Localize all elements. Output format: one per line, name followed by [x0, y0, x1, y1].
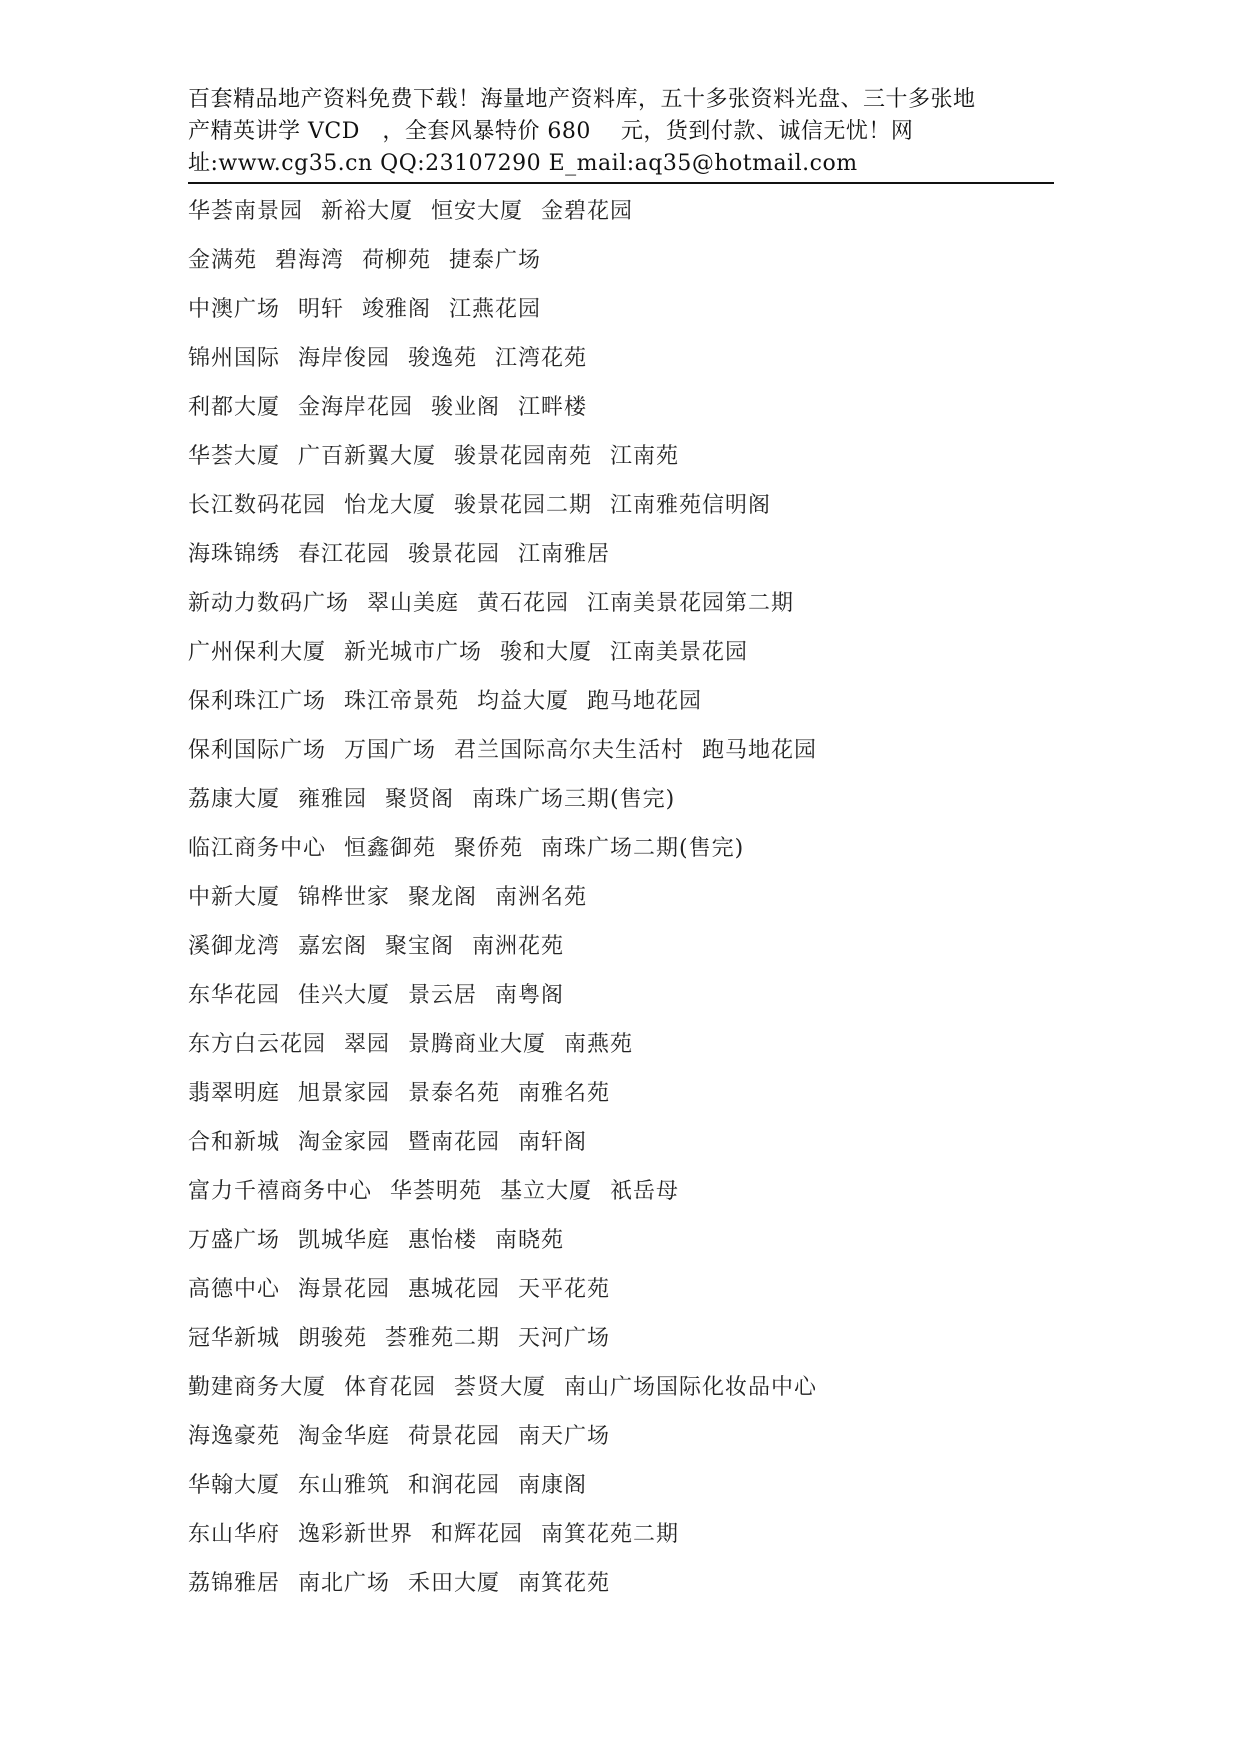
property-name: 冠华新城	[188, 1326, 281, 1351]
list-row	[188, 388, 1054, 437]
list-row	[188, 1417, 1054, 1466]
property-name: 江南雅苑信明阁	[610, 493, 772, 518]
list-row	[188, 829, 1054, 878]
property-name: 荷景花园	[408, 1424, 501, 1449]
property-name: 新裕大厦	[321, 199, 414, 224]
property-name: 翠山美庭	[367, 591, 460, 616]
property-name: 景云居	[408, 983, 478, 1008]
property-name: 怡龙大厦	[344, 493, 437, 518]
property-name: 荟雅苑二期	[385, 1326, 501, 1351]
property-name: 华荟大厦	[188, 444, 281, 469]
property-name: 骏和大厦	[500, 640, 593, 665]
property-name: 南燕苑	[564, 1032, 634, 1057]
property-name: 金海岸花园	[298, 395, 414, 420]
property-name: 长江数码花园	[188, 493, 327, 518]
property-name: 跑马地花园	[702, 738, 818, 763]
property-name: 江南雅居	[518, 542, 611, 567]
property-name: 广州保利大厦	[188, 640, 327, 665]
property-name: 南珠广场三期(售完)	[472, 787, 676, 812]
property-name: 旭景家园	[298, 1081, 391, 1106]
list-row	[188, 682, 1054, 731]
property-name: 金碧花园	[541, 199, 634, 224]
property-name: 淘金家园	[298, 1130, 391, 1155]
property-name: 南晓苑	[495, 1228, 565, 1253]
list-row	[188, 927, 1054, 976]
property-name: 南洲花苑	[472, 934, 565, 959]
list-row	[188, 437, 1054, 486]
property-name: 南箕花苑	[518, 1571, 611, 1596]
property-name: 华荟南景园	[188, 199, 304, 224]
property-name: 海景花园	[298, 1277, 391, 1302]
list-row	[188, 878, 1054, 927]
property-name: 锦桦世家	[298, 885, 391, 910]
property-name: 和润花园	[408, 1473, 501, 1498]
property-name: 骏逸苑	[408, 346, 478, 371]
property-name: 聚龙阁	[408, 885, 478, 910]
property-name: 合和新城	[188, 1130, 281, 1155]
list-row	[188, 241, 1054, 290]
property-name: 君兰国际高尔夫生活村	[454, 738, 685, 763]
property-name: 金满苑	[188, 248, 258, 273]
list-row	[188, 731, 1054, 780]
property-name: 江南美景花园第二期	[587, 591, 795, 616]
property-name: 南粤阁	[495, 983, 565, 1008]
property-name: 景腾商业大厦	[408, 1032, 547, 1057]
property-name: 逸彩新世界	[298, 1522, 414, 1547]
property-name: 新光城市广场	[344, 640, 483, 665]
property-name: 体育花园	[344, 1375, 437, 1400]
property-name: 万盛广场	[188, 1228, 281, 1253]
property-name: 富力千禧商务中心	[188, 1179, 373, 1204]
list-row	[188, 1466, 1054, 1515]
property-name: 捷泰广场	[449, 248, 542, 273]
property-name: 天平花苑	[518, 1277, 611, 1302]
property-name: 勤建商务大厦	[188, 1375, 327, 1400]
property-name: 保利珠江广场	[188, 689, 327, 714]
property-name: 骏业阁	[431, 395, 501, 420]
property-name: 高德中心	[188, 1277, 281, 1302]
property-name: 广百新翼大厦	[298, 444, 437, 469]
property-name: 中新大厦	[188, 885, 281, 910]
list-row	[188, 192, 1054, 241]
property-name: 荔康大厦	[188, 787, 281, 812]
property-name: 南北广场	[298, 1571, 391, 1596]
property-name: 南珠广场二期(售完)	[541, 836, 745, 861]
property-name: 朗骏苑	[298, 1326, 368, 1351]
property-name: 海珠锦绣	[188, 542, 281, 567]
property-name: 聚宝阁	[385, 934, 455, 959]
list-row	[188, 1172, 1054, 1221]
property-name: 春江花园	[298, 542, 391, 567]
property-name: 溪御龙湾	[188, 934, 281, 959]
list-row	[188, 633, 1054, 682]
property-name: 黄石花园	[477, 591, 570, 616]
header-line-3: 址:www.cg35.cn QQ:23107290 E_mail:aq35@hotmail.com	[188, 151, 858, 176]
property-name: 利都大厦	[188, 395, 281, 420]
list-row	[188, 1123, 1054, 1172]
list-row	[188, 1074, 1054, 1123]
property-name: 翡翠明庭	[188, 1081, 281, 1106]
property-name: 南康阁	[518, 1473, 588, 1498]
property-name: 江畔楼	[518, 395, 588, 420]
property-name: 江南美景花园	[610, 640, 749, 665]
property-name: 东山华府	[188, 1522, 281, 1547]
property-name: 竣雅阁	[362, 297, 432, 322]
list-row	[188, 976, 1054, 1025]
property-name: 基立大厦	[500, 1179, 593, 1204]
property-name: 翠园	[344, 1032, 391, 1057]
property-name: 碧海湾	[275, 248, 345, 273]
property-name: 惠怡楼	[408, 1228, 478, 1253]
property-name: 祇岳母	[610, 1179, 680, 1204]
property-list	[188, 192, 1054, 1613]
list-row	[188, 1270, 1054, 1319]
property-name: 南轩阁	[518, 1130, 588, 1155]
property-name: 恒鑫御苑	[344, 836, 437, 861]
property-name: 荷柳苑	[362, 248, 432, 273]
property-name: 景泰名苑	[408, 1081, 501, 1106]
header-line-2: 产精英讲学 VCD ，全套风暴特价 680 元，货到付款、诚信无忧！网	[188, 119, 914, 144]
property-name: 恒安大厦	[431, 199, 524, 224]
property-name: 聚贤阁	[385, 787, 455, 812]
property-name: 万国广场	[344, 738, 437, 763]
property-name: 南箕花苑二期	[541, 1522, 680, 1547]
property-name: 骏景花园	[408, 542, 501, 567]
property-name: 海岸俊园	[298, 346, 391, 371]
list-row	[188, 486, 1054, 535]
list-row	[188, 1319, 1054, 1368]
property-name: 江南苑	[610, 444, 680, 469]
property-name: 惠城花园	[408, 1277, 501, 1302]
property-name: 东华花园	[188, 983, 281, 1008]
property-name: 新动力数码广场	[188, 591, 350, 616]
property-name: 和辉花园	[431, 1522, 524, 1547]
property-name: 聚侨苑	[454, 836, 524, 861]
list-row	[188, 1564, 1054, 1613]
property-name: 禾田大厦	[408, 1571, 501, 1596]
property-name: 华翰大厦	[188, 1473, 281, 1498]
property-name: 临江商务中心	[188, 836, 327, 861]
property-name: 锦州国际	[188, 346, 281, 371]
list-row	[188, 1368, 1054, 1417]
property-name: 骏景花园二期	[454, 493, 593, 518]
property-name: 明轩	[298, 297, 345, 322]
header-line-1: 百套精品地产资料免费下载！海量地产资料库，五十多张资料光盘、三十多张地	[188, 87, 976, 112]
property-name: 保利国际广场	[188, 738, 327, 763]
property-name: 凯城华庭	[298, 1228, 391, 1253]
document-page	[188, 84, 1054, 1613]
property-name: 南天广场	[518, 1424, 611, 1449]
property-name: 南洲名苑	[495, 885, 588, 910]
property-name: 海逸豪苑	[188, 1424, 281, 1449]
property-name: 荔锦雅居	[188, 1571, 281, 1596]
property-name: 荟贤大厦	[454, 1375, 547, 1400]
property-name: 嘉宏阁	[298, 934, 368, 959]
property-name: 均益大厦	[477, 689, 570, 714]
property-name: 南雅名苑	[518, 1081, 611, 1106]
property-name: 东方白云花园	[188, 1032, 327, 1057]
property-name: 雍雅园	[298, 787, 368, 812]
property-name: 中澳广场	[188, 297, 281, 322]
property-name: 华荟明苑	[390, 1179, 483, 1204]
list-row	[188, 290, 1054, 339]
list-row	[188, 780, 1054, 829]
property-name: 暨南花园	[408, 1130, 501, 1155]
list-row	[188, 1025, 1054, 1074]
property-name: 南山广场国际化妆品中心	[564, 1375, 818, 1400]
list-row	[188, 584, 1054, 633]
property-name: 佳兴大厦	[298, 983, 391, 1008]
property-name: 跑马地花园	[587, 689, 703, 714]
property-name: 天河广场	[518, 1326, 611, 1351]
property-name: 东山雅筑	[298, 1473, 391, 1498]
property-name: 江湾花苑	[495, 346, 588, 371]
list-row	[188, 535, 1054, 584]
list-row	[188, 339, 1054, 388]
page-header	[188, 84, 1054, 184]
property-name: 江燕花园	[449, 297, 542, 322]
list-row	[188, 1221, 1054, 1270]
property-name: 骏景花园南苑	[454, 444, 593, 469]
property-name: 淘金华庭	[298, 1424, 391, 1449]
list-row	[188, 1515, 1054, 1564]
property-name: 珠江帝景苑	[344, 689, 460, 714]
